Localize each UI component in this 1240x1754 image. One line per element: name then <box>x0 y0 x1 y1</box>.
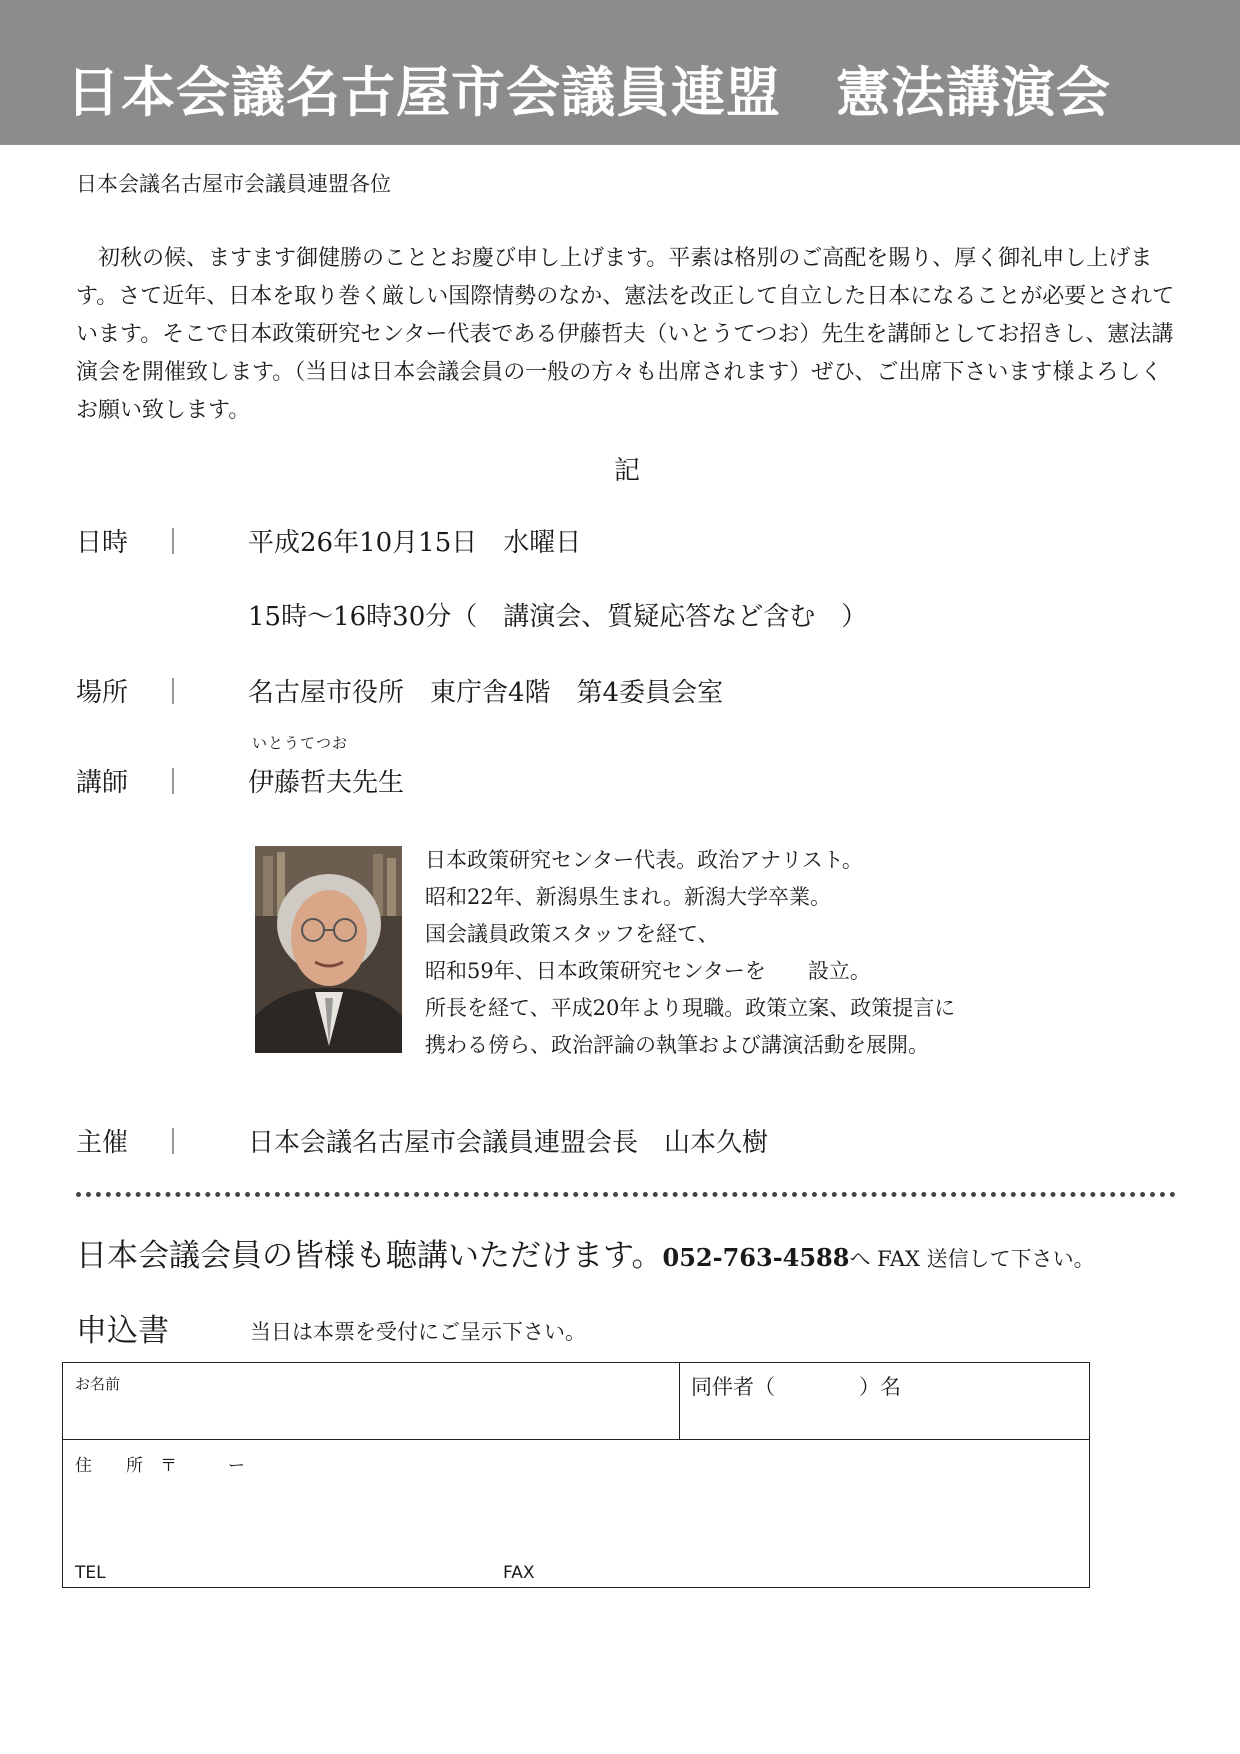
lecturer-label: 講師 <box>76 768 129 798</box>
date-value: 平成26年10月15日 水曜日 <box>248 528 582 558</box>
date-label: 日時 <box>76 528 129 558</box>
lecturer-value: 伊藤哲夫先生 <box>248 768 405 798</box>
fax-number: 052-763-4588 <box>662 1243 850 1272</box>
address-field[interactable]: 住 所 〒 ー <box>75 1456 245 1476</box>
tel-field[interactable]: TEL <box>75 1563 106 1583</box>
greeting-paragraph <box>76 240 1176 430</box>
place-separator: ｜ <box>160 678 187 708</box>
lecturer-ruby: いとうてつお <box>252 734 349 752</box>
ki-heading: 記 <box>614 456 641 486</box>
form-title: 申込書 <box>76 1313 169 1349</box>
host-label: 主催 <box>76 1128 129 1158</box>
host-value: 日本会議名古屋市会議員連盟会長 山本久樹 <box>248 1128 769 1158</box>
name-field[interactable]: お名前 <box>75 1375 121 1393</box>
time-value: 15時～16時30分（ 講演会、質疑応答など含む ） <box>248 602 868 632</box>
form-note: 当日は本票を受付にご呈示下さい。 <box>250 1320 586 1344</box>
cut-line <box>76 1192 1176 1197</box>
companion-field[interactable]: 同伴者（ ）名 <box>691 1375 901 1399</box>
fax-field[interactable]: FAX <box>503 1563 535 1583</box>
application-form <box>62 1362 1090 1588</box>
form-row-name <box>63 1363 1089 1440</box>
lecturer-separator: ｜ <box>160 768 187 798</box>
greeting-text: 初秋の候、ますます御健勝のこととお慶び申し上げます。平素は格別のご高配を賜り、厚く御礼申し上げます。さて近年、日本を取り巻く厳しい国際情勢のなか、憲法を改正して自立した日本になることが必要とされています。そこで日本政策研究センター代表である伊藤哲夫（いとうてつお）先生を講師としてお招きし、憲法講演会を開催致します。（当日は日本会議会員の一般の方々も出席されます）ぜひ、ご出席下さいます様よろしくお願い致します。 <box>76 246 1175 423</box>
addressee: 日本会議名古屋市会議員連盟各位 <box>76 172 391 196</box>
place-value: 名古屋市役所 東庁舎4階 第4委員会室 <box>248 678 724 708</box>
lecturer-bio: 日本政策研究センター代表。政治アナリスト。 昭和22年、新潟県生まれ。新潟大学卒業。 国会議員政策スタッフを経て、 昭和59年、日本政策研究センターを 設立。 所長を経て、平成20年より現職。政策立案、政策提言に 携わる傍ら、政治評論の執筆および講演活動を展開。 <box>425 848 956 1057</box>
lecturer-photo <box>255 846 402 1053</box>
form-divider <box>679 1363 680 1439</box>
page-title: 日本会議名古屋市会議員連盟 憲法講演会 <box>66 61 1111 124</box>
host-separator: ｜ <box>160 1128 187 1158</box>
notice-main: 日本会議会員の皆様も聴講いただけます。 <box>76 1238 663 1274</box>
place-label: 場所 <box>76 678 129 708</box>
date-separator: ｜ <box>160 528 187 558</box>
fax-instruction: へ FAX 送信して下さい。 <box>849 1247 1095 1271</box>
fax-notice <box>76 1230 1095 1275</box>
portrait-image <box>255 846 402 1053</box>
